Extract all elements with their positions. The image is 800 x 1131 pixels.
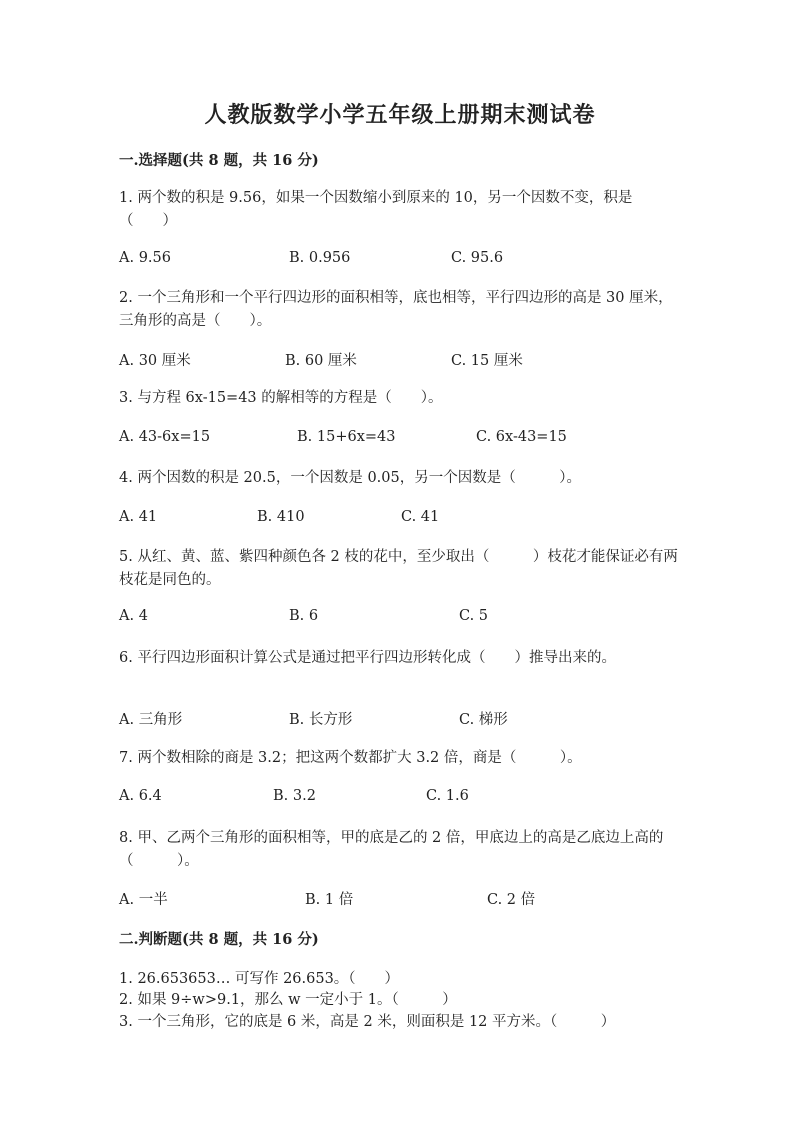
option-5b: B. 6 (289, 608, 319, 624)
judge-item-3: 3. 一个三角形，它的底是 6 米，高是 2 米，则面积是 12 平方米。（ ） (119, 1014, 616, 1030)
option-1a: A. 9.56 (119, 250, 171, 266)
question-3: 3. 与方程 6x-15=43 的解相等的方程是（ ）。 (119, 390, 443, 406)
option-8b: B. 1 倍 (305, 892, 354, 908)
option-4b: B. 410 (257, 509, 305, 525)
option-7c: C. 1.6 (426, 788, 469, 804)
option-3c: C. 6x-43=15 (476, 429, 567, 445)
question-4: 4. 两个因数的积是 20.5，一个因数是 0.05，另一个因数是（ ）。 (119, 470, 581, 486)
option-1b: B. 0.956 (289, 250, 351, 266)
question-6: 6. 平行四边形面积计算公式是通过把平行四边形转化成（ ）推导出来的。 (119, 650, 616, 666)
option-3b: B. 15+6x=43 (297, 429, 396, 445)
question-7: 7. 两个数相除的商是 3.2；把这两个数都扩大 3.2 倍，商是（ ）。 (119, 750, 582, 766)
option-2c: C. 15 厘米 (451, 353, 523, 369)
option-6a: A. 三角形 (119, 712, 183, 728)
option-2b: B. 60 厘米 (285, 353, 357, 369)
option-4a: A. 41 (119, 509, 158, 525)
question-5: 5. 从红、黄、蓝、紫四种颜色各 2 枝的花中，至少取出（ ）枝花才能保证必有两枝花是同色的。 (119, 549, 678, 588)
option-7b: B. 3.2 (273, 788, 316, 804)
option-5a: A. 4 (119, 608, 148, 624)
option-2a: A. 30 厘米 (119, 353, 191, 369)
judge-item-1: 1. 26.653653… 可写作 26.653。（ ） (119, 971, 400, 987)
page-title: 人教版数学小学五年级上册期末测试卷 (204, 102, 596, 128)
question-8: 8. 甲、乙两个三角形的面积相等，甲的底是乙的 2 倍，甲底边上的高是乙底边上高的（ ）。 (119, 830, 664, 869)
option-4c: C. 41 (401, 509, 440, 525)
option-6c: C. 梯形 (459, 712, 508, 728)
option-7a: A. 6.4 (119, 788, 162, 804)
question-1: 1. 两个数的积是 9.56，如果一个因数缩小到原来的 10，另一个因数不变，积是（ ） (119, 190, 633, 229)
option-6b: B. 长方形 (289, 712, 353, 728)
option-3a: A. 43-6x=15 (119, 429, 211, 445)
option-5c: C. 5 (459, 608, 489, 624)
question-2: 2. 一个三角形和一个平行四边形的面积相等，底也相等，平行四边形的高是 30 厘米，三角形的高是（ ）。 (119, 290, 673, 329)
option-8a: A. 一半 (119, 892, 168, 908)
judge-item-2: 2. 如果 9÷w>9.1，那么 w 一定小于 1。（ ） (119, 992, 457, 1008)
option-1c: C. 95.6 (451, 250, 504, 266)
section-heading-choice: 一.选择题(共 8 题，共 16 分) (119, 152, 319, 169)
section-heading-judge: 二.判断题(共 8 题，共 16 分) (119, 931, 319, 948)
option-8c: C. 2 倍 (487, 892, 536, 908)
